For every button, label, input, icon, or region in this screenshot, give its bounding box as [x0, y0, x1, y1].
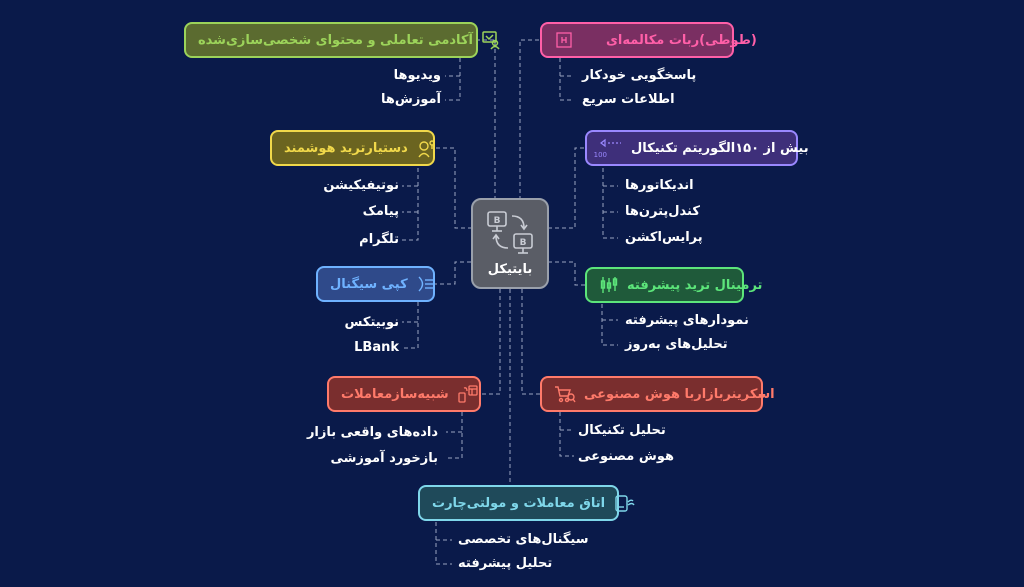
academy-item-videos: ویدیوها: [393, 68, 441, 83]
simulator-icon: [457, 384, 479, 404]
node-terminal[interactable]: [585, 267, 763, 303]
simulator-item-real-market-data: داده‌های واقعی بازار: [306, 425, 438, 440]
assistant-item-sms: پیامک: [362, 204, 399, 219]
trading-room-item-advanced-analysis: تحلیل پیشرفته: [458, 556, 553, 571]
terminal-label: ترمینال ترید پیشرفته: [627, 277, 763, 293]
terminal-item-latest-analysis: تحلیل‌های به‌روز: [625, 337, 728, 352]
copy-signal-item-lbank: LBank: [354, 340, 399, 355]
copy-signal-item-nobitex: نوبیتکس: [344, 315, 399, 330]
svg-text:B: B: [519, 238, 527, 248]
smart-assistant-icon: [416, 138, 436, 158]
chatbot-item-auto-reply: پاسخگویی خودکار: [582, 68, 697, 83]
node-screener[interactable]: [540, 376, 775, 412]
node-copy-signal[interactable]: [316, 266, 435, 302]
node-chatbot[interactable]: [540, 22, 757, 58]
terminal-icon: [599, 275, 619, 295]
simulator-item-educational-feedback: بازخورد آموزشی: [330, 451, 438, 466]
node-algorithms[interactable]: [585, 130, 809, 166]
svg-text:B: B: [493, 216, 501, 226]
algorithms-item-indicators: اندیکاتورها: [625, 178, 694, 193]
center-node[interactable]: [471, 198, 549, 289]
algorithm-icon: [593, 137, 623, 159]
node-simulator[interactable]: [327, 376, 481, 412]
assistant-item-notification: نوتیفیکیشن: [323, 178, 399, 193]
node-trading-room[interactable]: [418, 485, 619, 521]
trading-room-icon: [613, 493, 635, 513]
copy-signal-label: کپی سیگنال: [330, 276, 408, 292]
assistant-label: دستیارترید هوشمند: [284, 140, 408, 156]
algorithms-item-candle-patterns: کندل‌پترن‌ها: [625, 204, 700, 219]
screener-label: اسکرینربازاربا هوش مصنوعی: [584, 386, 775, 402]
node-assistant[interactable]: [270, 130, 435, 166]
screener-icon: [554, 384, 576, 404]
trading-room-item-expert-signals: سیگنال‌های تخصصی: [458, 532, 589, 547]
bitcoin-exchange-icon: [484, 208, 536, 256]
chatbot-label: (طوطی)ربات مکالمه‌ای: [606, 32, 757, 48]
academy-icon: [481, 30, 501, 50]
trading-room-label: اتاق معاملات و مولتی‌چارت: [432, 495, 606, 511]
academy-label: آکادمی تعاملی و محتوای شخصی‌سازی‌شده: [198, 32, 473, 48]
svg-text:100: 100: [593, 151, 607, 159]
center-label: بایتیکل: [487, 262, 533, 277]
chatbot-item-quick-info: اطلاعات سریع: [582, 92, 675, 107]
screener-item-artificial-intelligence: هوش مصنوعی: [578, 449, 674, 464]
algorithms-label: بیش از ۱۵۰الگوریتم تکنیکال: [631, 140, 809, 156]
assistant-item-telegram: تلگرام: [359, 232, 399, 247]
copy-signal-icon: [416, 274, 436, 294]
chatbot-icon: [554, 30, 574, 50]
academy-item-tutorials: آموزش‌ها: [381, 92, 441, 107]
simulator-label: شبیه‌سازمعاملات: [341, 386, 449, 402]
node-academy[interactable]: [184, 22, 478, 58]
algorithms-item-price-action: پرایس‌اکشن: [625, 230, 703, 245]
terminal-item-advanced-charts: نمودارهای پیشرفته: [625, 313, 749, 328]
screener-item-technical-analysis: تحلیل تکنیکال: [578, 423, 666, 438]
